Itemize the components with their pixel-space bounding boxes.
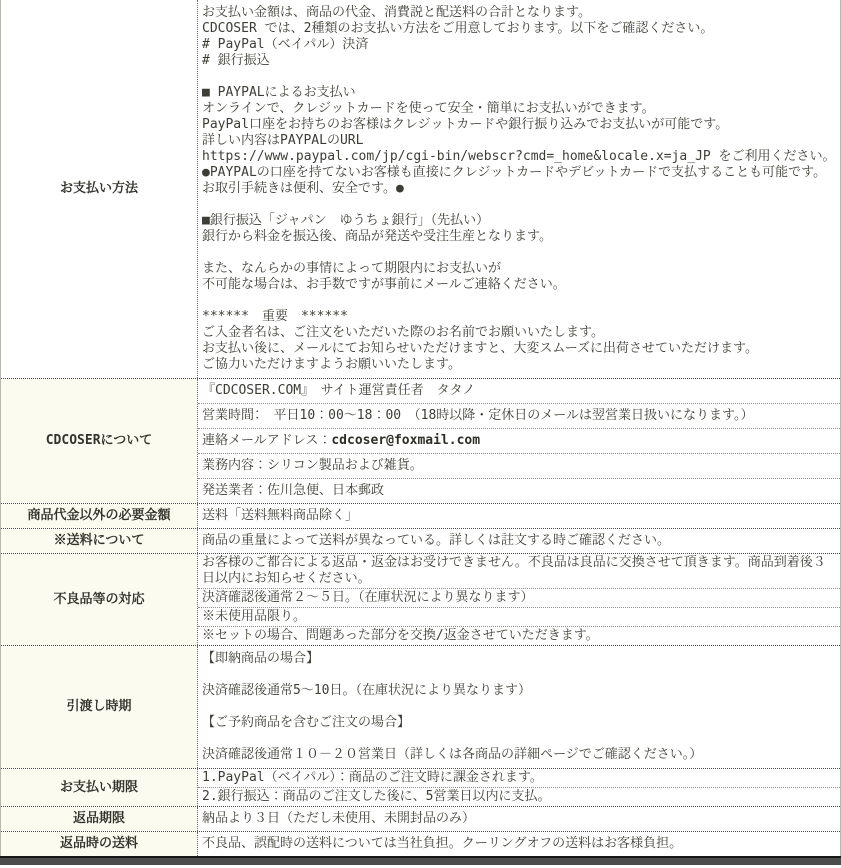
row-return-shipping: [1, 831, 840, 856]
text-line: [202, 69, 837, 85]
shipping-note-content: 商品の重量によって送料が異なっている。詳しくは註文する時ご確認ください。: [202, 533, 671, 548]
text-line: [202, 667, 837, 683]
row-header-defective-items: [1, 554, 198, 645]
return-deadline-content: 納品より３日（ただし未使用、未開封品のみ）: [202, 811, 476, 826]
row-header-payment-deadline: [1, 769, 198, 806]
text-line: # PayPal（ベイパル）決済: [202, 37, 369, 52]
unused-only-line: ※未使用品限り。: [198, 607, 840, 626]
text-line: CDCOSER では、2種類のお支払い方法をご用意しております。以下をご確認ください。: [202, 21, 714, 36]
row-header-label: ※送料について: [53, 533, 145, 548]
delivery-time-content: [198, 646, 840, 768]
row-header-payment-method: [1, 0, 198, 378]
row-defective-items: [1, 553, 840, 645]
text-line: [202, 731, 837, 747]
text-line: オンラインで、クレジットカードを使って安全・簡単にお支払いができます。: [202, 101, 655, 116]
row-return-deadline: [1, 806, 840, 831]
text-line: 【即納商品の場合】: [202, 651, 320, 666]
text-line: 【ご予約商品を含むご注文の場合】: [202, 715, 411, 730]
about-cdcoser-content: [198, 379, 840, 503]
contact-email-line: [198, 428, 840, 453]
row-delivery-time: [1, 645, 840, 768]
business-hours-line: 営業時間： 平日10：00～18：00 （18時以降・定休日のメールは翌営業日扱いになります。）: [198, 403, 840, 428]
payment-deadline-content: [198, 769, 840, 806]
text-line: また、なんらかの事情によって期限内にお支払いが: [202, 261, 502, 276]
row-about-cdcoser: [1, 378, 840, 503]
text-line: ■ PAYPALによるお支払い: [202, 85, 356, 100]
text-line: ご協力いただけますようお願いいたします。: [202, 357, 461, 372]
text-line: ■銀行振込「ジャパン ゆうちょ銀行」（先払い）: [202, 213, 490, 228]
row-header-label: お支払い方法: [59, 181, 138, 196]
contact-email-label: 連絡メールアドレス：: [202, 433, 332, 448]
text-line: お取引手続きは便利、安全です。●: [202, 181, 404, 196]
row-header-about-cdcoser: [1, 379, 198, 503]
text-line: ご入金者名は、ご注文をいただいた際のお名前でお願いいたします。: [202, 325, 604, 340]
text-line: ●PAYPALの口座を持てないお客様も直接にクレジットカードやデビットカードで支払することも可能です。: [202, 165, 827, 180]
paypal-deadline-line: 1.PayPal（ベイパル）：商品のご注文時に課金されます。: [202, 770, 543, 785]
row-header-label: 返品時の送料: [59, 836, 138, 851]
bank-transfer-deadline-line: 2.銀行振込：商品のご注文した後に、5営業日以内に支払。: [198, 787, 840, 806]
return-shipping-content: 不良品、誤配時の送料については当社負担。クーリングオフの送料はお客様負担。: [202, 836, 683, 851]
text-line: お支払い金額は、商品の代金、消費説と配送料の合計となります。: [202, 5, 591, 20]
row-header-return-shipping: [1, 832, 198, 856]
row-payment-deadline: [1, 768, 840, 806]
row-header-label: CDCOSERについて: [45, 433, 153, 448]
business-description-line: 業務内容：シリコン製品および雑貨。: [198, 453, 840, 478]
text-line: [202, 293, 837, 309]
text-line: [202, 197, 837, 213]
row-header-label: 商品代金以外の必要金額: [27, 508, 171, 523]
row-extra-fees: [1, 503, 840, 528]
row-shipping-note: [1, 528, 840, 553]
row-header-label: 返品期限: [72, 811, 125, 826]
row-header-shipping-note: [1, 529, 198, 553]
returns-policy-line: お客様のご都合による返品・返金はお受けできません。不良品は良品に交換させて頂きます。商品到着後３日以内にお知らせください。: [202, 555, 826, 586]
text-line: 決済確認後通常１０－２０営業日（詳しくは各商品の詳細ページでご確認ください。）: [202, 747, 703, 762]
text-line: お支払い後に、メールにてお知らせいただけますと、大変スムーズに出荷させていただけます。: [202, 341, 759, 356]
text-line: https://www.paypal.com/jp/cgi-bin/webscr?cmd=_home&locale.x=ja_JP をご利用ください。: [202, 149, 836, 164]
row-header-extra-fees: [1, 504, 198, 528]
text-line: [202, 699, 837, 715]
row-header-return-deadline: [1, 807, 198, 831]
row-payment-method: [1, 0, 840, 378]
extra-fees-content: 送料「送料無料商品除く」: [202, 508, 359, 523]
row-header-delivery-time: [1, 646, 198, 768]
text-line: PayPal口座をお持ちのお客様はクレジットカードや銀行振り込みでお支払いが可能です。: [202, 117, 729, 132]
text-line: 不可能な場合は、お手数ですが事前にメールご連絡ください。: [202, 277, 566, 292]
defective-items-content: [198, 554, 840, 645]
text-line: ****** 重要 ******: [202, 309, 348, 324]
text-line: [202, 245, 837, 261]
row-header-label: 引渡し時期: [66, 699, 132, 714]
text-line: 銀行から料金を振込後、商品が発送や受注生産となります。: [202, 229, 552, 244]
page-bottom-divider: [0, 856, 841, 865]
row-header-label: 不良品等の対応: [53, 591, 145, 607]
payment-method-content: [198, 0, 840, 378]
site-operator-line: 『CDCOSER.COM』 サイト運営責任者 タタノ: [202, 383, 476, 398]
row-header-label: お支払い期限: [59, 779, 138, 795]
shipping-carriers-line: 発送業者：佐川急便、日本郵政: [198, 478, 840, 503]
text-line: 詳しい内容はPAYPALのURL: [202, 133, 364, 148]
exchange-time-line: 決済確認後通常２～５日。（在庫状況により異なります）: [198, 588, 840, 607]
text-line: # 銀行振込: [202, 53, 270, 68]
set-exchange-line: ※セットの場合、問題あった部分を交換/返金させていただきます。: [198, 626, 840, 645]
text-line: 決済確認後通常5～10日。（在庫状況により異なります）: [202, 683, 531, 698]
contact-email-address: cdcoser@foxmail.com: [331, 433, 481, 448]
